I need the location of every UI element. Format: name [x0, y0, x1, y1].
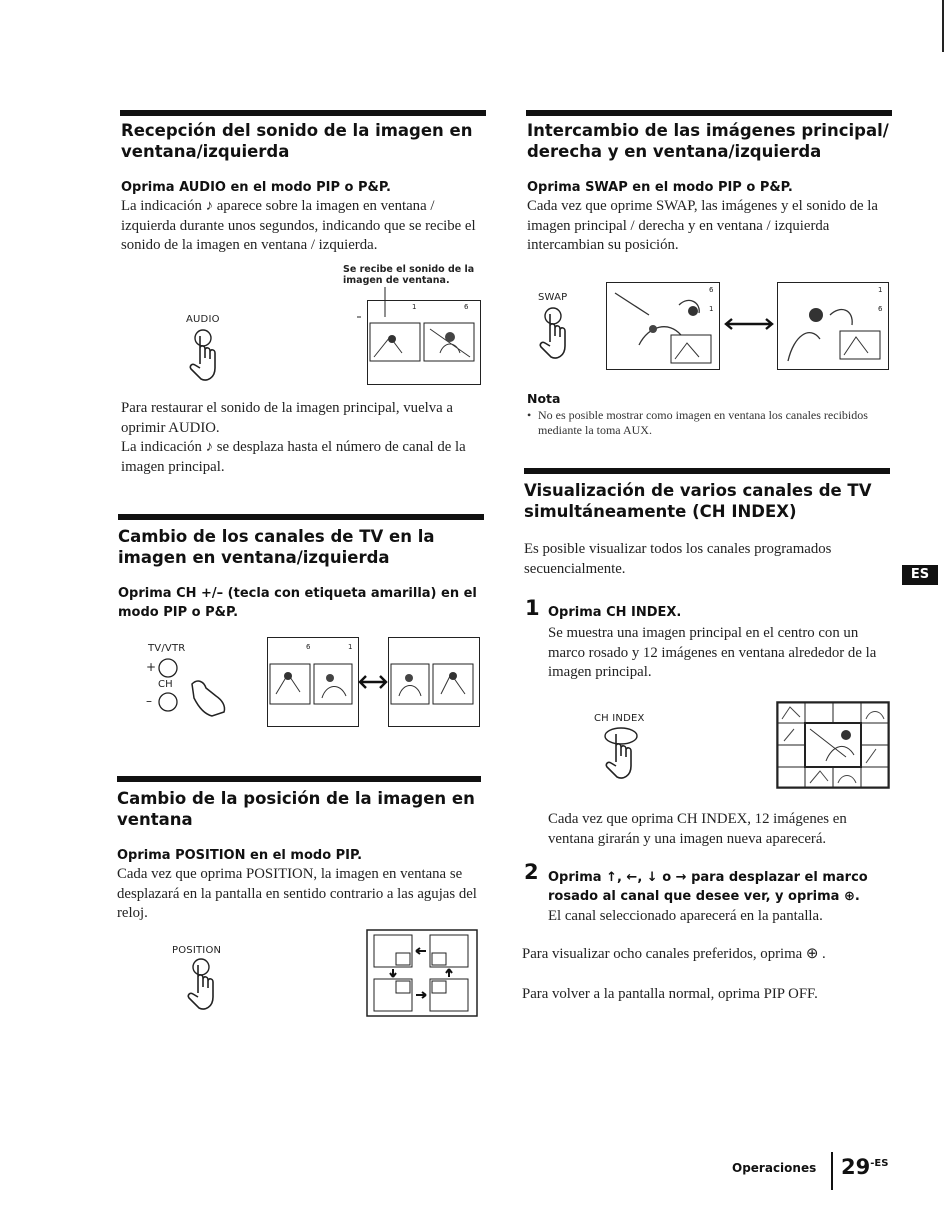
page-number-value: 29 [841, 1155, 871, 1179]
tv-screen-before [267, 637, 359, 727]
note-title: Nota [527, 391, 561, 406]
body-chindex-intro: Es posible visualizar todos los canales programados secuencialmente. [524, 541, 832, 577]
caption-audio: Se recibe el sonido de la imagen de ventana. [343, 264, 475, 286]
normal-screen-text: Para volver a la pantalla normal, oprima PIP OFF. [522, 986, 818, 1002]
tv-screen-after [388, 637, 480, 727]
step-number: 2 [524, 860, 539, 884]
channel-number: 6 [878, 305, 883, 313]
section-rule [120, 110, 486, 116]
body-audio: La indicación ♪ aparece sobre la imagen en ventana / izquierda durante unos segundos, indicando que se recibe el sonido de la imagen en ventana / izquierda. [121, 198, 476, 253]
page-number [841, 1155, 888, 1179]
body-audio-indicator: La indicación ♪ se desplaza hasta el número de canal de la imagen principal. [121, 439, 466, 475]
instruction-audio: Oprima AUDIO en el modo PIP o P&P. [121, 180, 391, 195]
section-title-swap: Intercambio de las imágenes principal/ derecha y en ventana/izquierda [527, 121, 889, 161]
instruction-ch: Oprima CH +/– (tecla con etiqueta amarilla) en el modo PIP o P&P. [118, 586, 477, 620]
note-body: No es posible mostrar como imagen en ventana los canales recibidos mediante la toma AUX. [538, 408, 868, 437]
channel-number: 6 [709, 286, 714, 294]
pointer-line [357, 287, 387, 327]
picture-icon [609, 285, 715, 365]
picture-icon [270, 664, 354, 706]
footer-section: Operaciones [732, 1161, 817, 1175]
section-rule [524, 468, 890, 474]
section-title-audio: Recepción del sonido de la imagen en ventana/izquierda [121, 121, 473, 161]
section-title-position: Cambio de la posición de la imagen en ventana [117, 789, 475, 829]
tv-screen-swap-before [606, 282, 720, 370]
position-hand-icon [185, 957, 235, 1013]
footer-divider [831, 1152, 833, 1190]
step1-title: Oprima CH INDEX. [548, 605, 682, 620]
picture-icon [370, 323, 476, 363]
audio-button-label: AUDIO [186, 314, 220, 325]
tv-screen-swap-after [777, 282, 889, 370]
section-rule [117, 776, 481, 782]
chindex-hand-icon [601, 726, 651, 782]
section-rule [118, 514, 484, 520]
body-audio-restore: Para restaurar el sonido de la imagen principal, vuelva a oprimir AUDIO. [121, 400, 453, 436]
chindex-grid-diagram [776, 701, 890, 789]
swap-hand-icon [537, 306, 587, 362]
body-swap: Cada vez que oprime SWAP, las imágenes y el sonido de la imagen principal / derecha y en ventana / izquierda intercambian su posición. [527, 198, 878, 253]
channel-number: 1 [878, 286, 883, 294]
audio-hand-icon [183, 328, 233, 384]
language-badge: ES [902, 565, 938, 585]
step2-title: Oprima ↑, ←, ↓ o → para desplazar el marco rosado al canal que desee ver, y oprima ⊕. [548, 870, 868, 904]
chindex-button-label: CH INDEX [594, 713, 645, 724]
swap-arrow-icon [724, 316, 774, 332]
channel-number: 1 [709, 305, 714, 313]
bullet: • [527, 408, 532, 422]
chindex-after: Cada vez que oprima CH INDEX, 12 imágenes en ventana girarán y una imagen nueva aparecerá. [548, 811, 847, 847]
edge-mark [942, 0, 944, 52]
favorites-text: Para visualizar ocho canales preferidos, oprima ⊕ . [522, 946, 826, 962]
instruction-position: Oprima POSITION en el modo PIP. [117, 848, 363, 863]
position-cycle-diagram [366, 929, 478, 1017]
channel-number: 1 [348, 643, 353, 651]
instruction-swap: Oprima SWAP en el modo PIP o P&P. [527, 180, 793, 195]
minus-sign: – [146, 694, 153, 708]
swap-button-label: SWAP [538, 292, 568, 303]
section-rule [526, 110, 892, 116]
picture-icon [780, 285, 884, 365]
section-title-chindex: Visualización de varios canales de TV simultáneamente (CH INDEX) [524, 481, 872, 521]
channel-number: 6 [464, 303, 469, 311]
channel-number: 6 [306, 643, 311, 651]
page-suffix: -ES [870, 1158, 889, 1169]
plus-sign: + [146, 660, 157, 674]
step-number: 1 [525, 596, 540, 620]
step1-body: Se muestra una imagen principal en el centro con un marco rosado y 12 imágenes en ventana alrededor de la imagen principal. [548, 625, 877, 680]
picture-icon [391, 664, 475, 706]
swap-arrow-icon [358, 672, 388, 692]
step2-body: El canal seleccionado aparecerá en la pantalla. [548, 908, 823, 924]
section-title-ch: Cambio de los canales de TV en la imagen en ventana/izquierda [118, 527, 435, 567]
body-position: Cada vez que oprima POSITION, la imagen en ventana se desplazará en la pantalla en sentido contrario a las agujas del reloj. [117, 866, 477, 921]
channel-number: 1 [412, 303, 417, 311]
ch-label: CH [158, 679, 173, 690]
position-button-label: POSITION [172, 945, 222, 956]
tvvtr-label: TV/VTR [148, 643, 186, 654]
